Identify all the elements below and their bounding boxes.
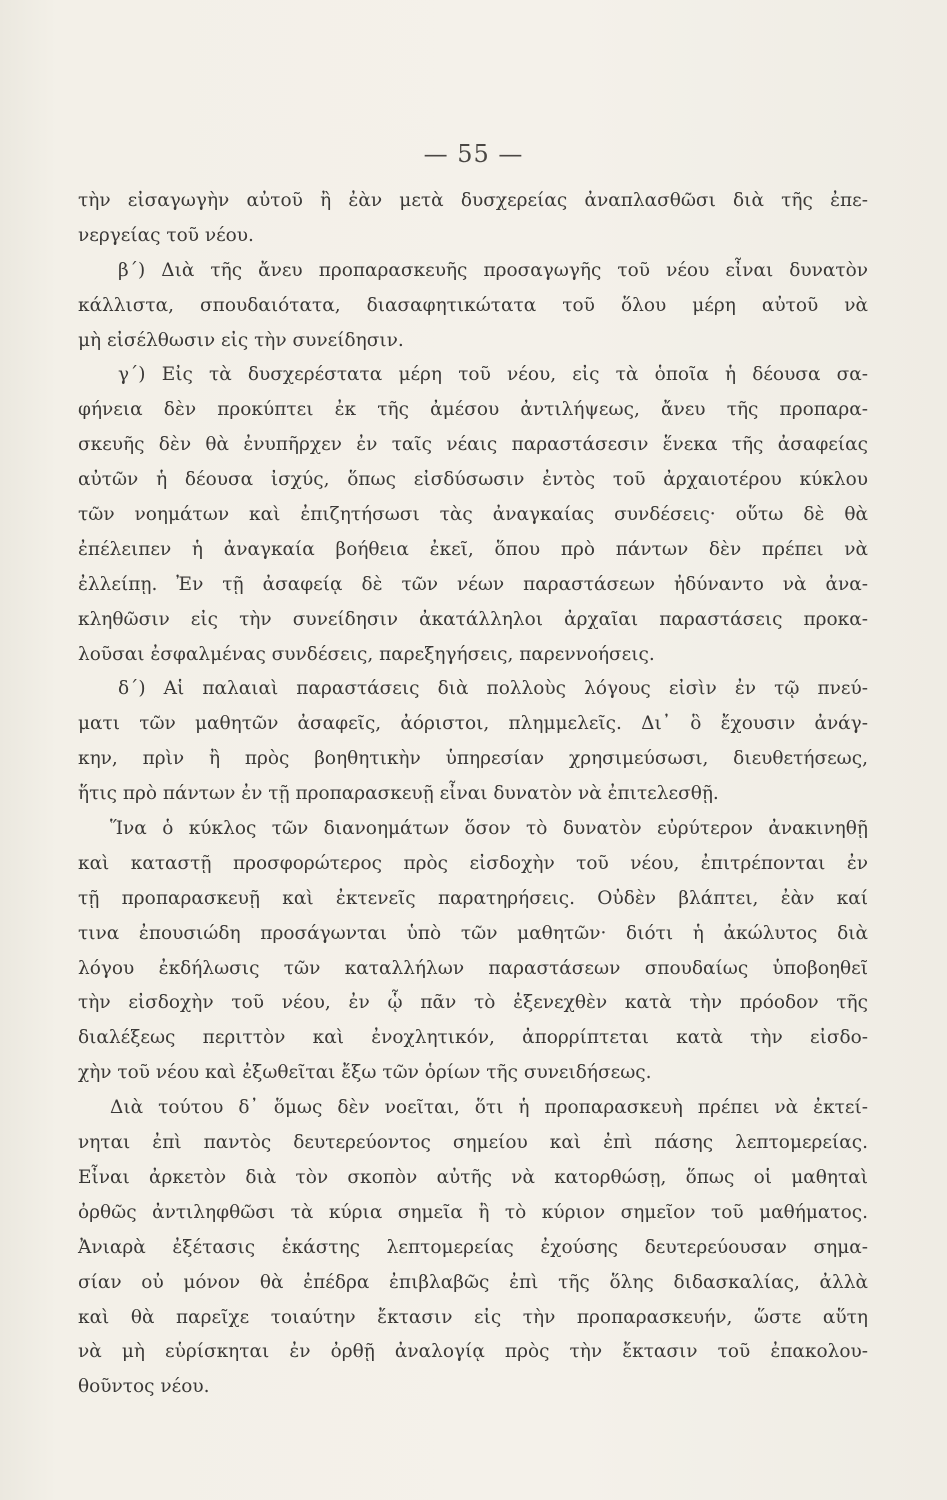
text-line: λοῦσαι ἐσφαλμένας συνδέσεις, παρεξηγήσεις, παρεννοήσεις.	[78, 643, 655, 665]
text-line: φήνεια δὲν προκύπτει ἐκ τῆς ἀμέσου ἀντιλήψεως, ἄνευ τῆς προπαρα-	[78, 399, 868, 421]
text-line: ἐπέλειπεν ἡ ἀναγκαία βοήθεια ἐκεῖ, ὅπου πρὸ πάντων δὲν πρέπει νὰ	[78, 538, 868, 560]
text-line: β΄) Διὰ τῆς ἄνευ προπαρασκευῆς προσαγωγῆς τοῦ νέου εἶναι δυνατὸν	[118, 259, 868, 281]
text-line: Διὰ τούτου δ᾿ ὅμως δὲν νοεῖται, ὅτι ἡ προπαρασκευὴ πρέπει νὰ ἐκτεί-	[110, 1097, 868, 1119]
text-line: μὴ εἰσέλθωσιν εἰς τὴν συνείδησιν.	[78, 329, 404, 351]
text-line: λόγου ἐκδήλωσις τῶν καταλλήλων παραστάσεων σπουδαίως ὑποβοηθεῖ	[78, 957, 868, 979]
text-line: Εἶναι ἀρκετὸν διὰ τὸν σκοπὸν αὐτῆς νὰ κατορθώσῃ, ὅπως οἱ μαθηταὶ	[78, 1166, 868, 1188]
text-line: δ΄) Αἱ παλαιαὶ παραστάσεις διὰ πολλοὺς λόγους εἰσὶν ἐν τῷ πνεύ-	[118, 678, 868, 700]
text-line: καὶ θὰ παρεῖχε τοιαύτην ἔκτασιν εἰς τὴν προπαρασκευήν, ὥστε αὕτη	[78, 1306, 868, 1328]
text-line: ἐλλείπῃ. Ἐν τῇ ἀσαφείᾳ δὲ τῶν νέων παραστάσεων ἠδύναντο νὰ ἀνα-	[78, 573, 868, 595]
text-line: τὴν εἰσαγωγὴν αὐτοῦ ἢ ἐὰν μετὰ δυσχερείας ἀναπλασθῶσι διὰ τῆς ἐπε-	[78, 190, 868, 211]
text-line: Ἀνιαρὰ ἐξέτασις ἑκάστης λεπτομερείας ἐχούσης δευτερεύουσαν σημα-	[78, 1236, 868, 1258]
text-line: τῶν νοημάτων καὶ ἐπιζητήσωσι τὰς ἀναγκαίας συνδέσεις· οὕτω δὲ θὰ	[78, 504, 868, 526]
body-text	[78, 184, 868, 1405]
text-line: θοῦντος νέου.	[78, 1376, 210, 1398]
text-line: κην, πρὶν ἢ πρὸς βοηθητικὴν ὑπηρεσίαν χρησιμεύσωσι, διευθετήσεως,	[78, 748, 868, 770]
text-line: νηται ἐπὶ παντὸς δευτερεύοντος σημείου καὶ ἐπὶ πάσης λεπτομερείας.	[78, 1132, 868, 1154]
text-line: τὴν εἰσδοχὴν τοῦ νέου, ἐν ᾧ πᾶν τὸ ἐξενεχθὲν κατὰ τὴν πρόοδον τῆς	[78, 992, 868, 1014]
text-line: τινα ἐπουσιώδη προσάγωνται ὑπὸ τῶν μαθητῶν· διότι ἡ ἀκώλυτος διὰ	[78, 922, 868, 944]
text-line: αὐτῶν ἡ δέουσα ἰσχύς, ὅπως εἰσδύσωσιν ἐντὸς τοῦ ἀρχαιοτέρου κύκλου	[78, 469, 868, 491]
text-line: τῇ προπαρασκευῇ καὶ ἐκτενεῖς παρατηρήσεις. Οὐδὲν βλάπτει, ἐὰν καί	[78, 887, 868, 909]
page-number: — 55 —	[423, 140, 524, 168]
text-line: χὴν τοῦ νέου καὶ ἐξωθεῖται ἔξω τῶν ὁρίων τῆς συνειδήσεως.	[78, 1062, 652, 1084]
text-line: καὶ καταστῇ προσφορώτερος πρὸς εἰσδοχὴν τοῦ νέου, ἐπιτρέπονται ἐν	[78, 852, 868, 874]
text-line: γ΄) Εἰς τὰ δυσχερέστατα μέρη τοῦ νέου, εἰς τὰ ὁποῖα ἡ δέουσα σα-	[118, 364, 868, 386]
text-line: σκευῆς δὲν θὰ ἐνυπῆρχεν ἐν ταῖς νέαις παραστάσεσιν ἕνεκα τῆς ἀσαφείας	[78, 434, 868, 456]
text-line: Ἵνα ὁ κύκλος τῶν διανοημάτων ὅσον τὸ δυνατὸν εὐρύτερον ἀνακινηθῇ	[110, 818, 868, 840]
text-line: νεργείας τοῦ νέου.	[78, 224, 254, 246]
text-line: ὀρθῶς ἀντιληφθῶσι τὰ κύρια σημεῖα ἢ τὸ κύριον σημεῖον τοῦ μαθήματος.	[78, 1201, 868, 1223]
text-line: διαλέξεως περιττὸν καὶ ἐνοχλητικόν, ἀπορρίπτεται κατὰ τὴν εἰσδο-	[78, 1027, 868, 1049]
text-line: σίαν οὐ μόνον θὰ ἐπέδρα ἐπιβλαβῶς ἐπὶ τῆς ὅλης διδασκαλίας, ἀλλὰ	[78, 1271, 868, 1293]
text-line: κάλλιστα, σπουδαιότατα, διασαφητικώτατα τοῦ ὅλου μέρη αὐτοῦ νὰ	[78, 294, 868, 316]
text-line: νὰ μὴ εὑρίσκηται ἐν ὀρθῇ ἀναλογίᾳ πρὸς τὴν ἔκτασιν τοῦ ἐπακολου-	[78, 1341, 868, 1363]
text-line: ματι τῶν μαθητῶν ἀσαφεῖς, ἀόριστοι, πλημμελεῖς. Δι᾿ ὃ ἔχουσιν ἀνάγ-	[78, 713, 868, 735]
text-line: ἥτις πρὸ πάντων ἐν τῇ προπαρασκευῇ εἶναι δυνατὸν νὰ ἐπιτελεσθῇ.	[78, 783, 719, 805]
text-line: κληθῶσιν εἰς τὴν συνείδησιν ἀκατάλληλοι ἀρχαῖαι παραστάσεις προκα-	[78, 608, 868, 630]
